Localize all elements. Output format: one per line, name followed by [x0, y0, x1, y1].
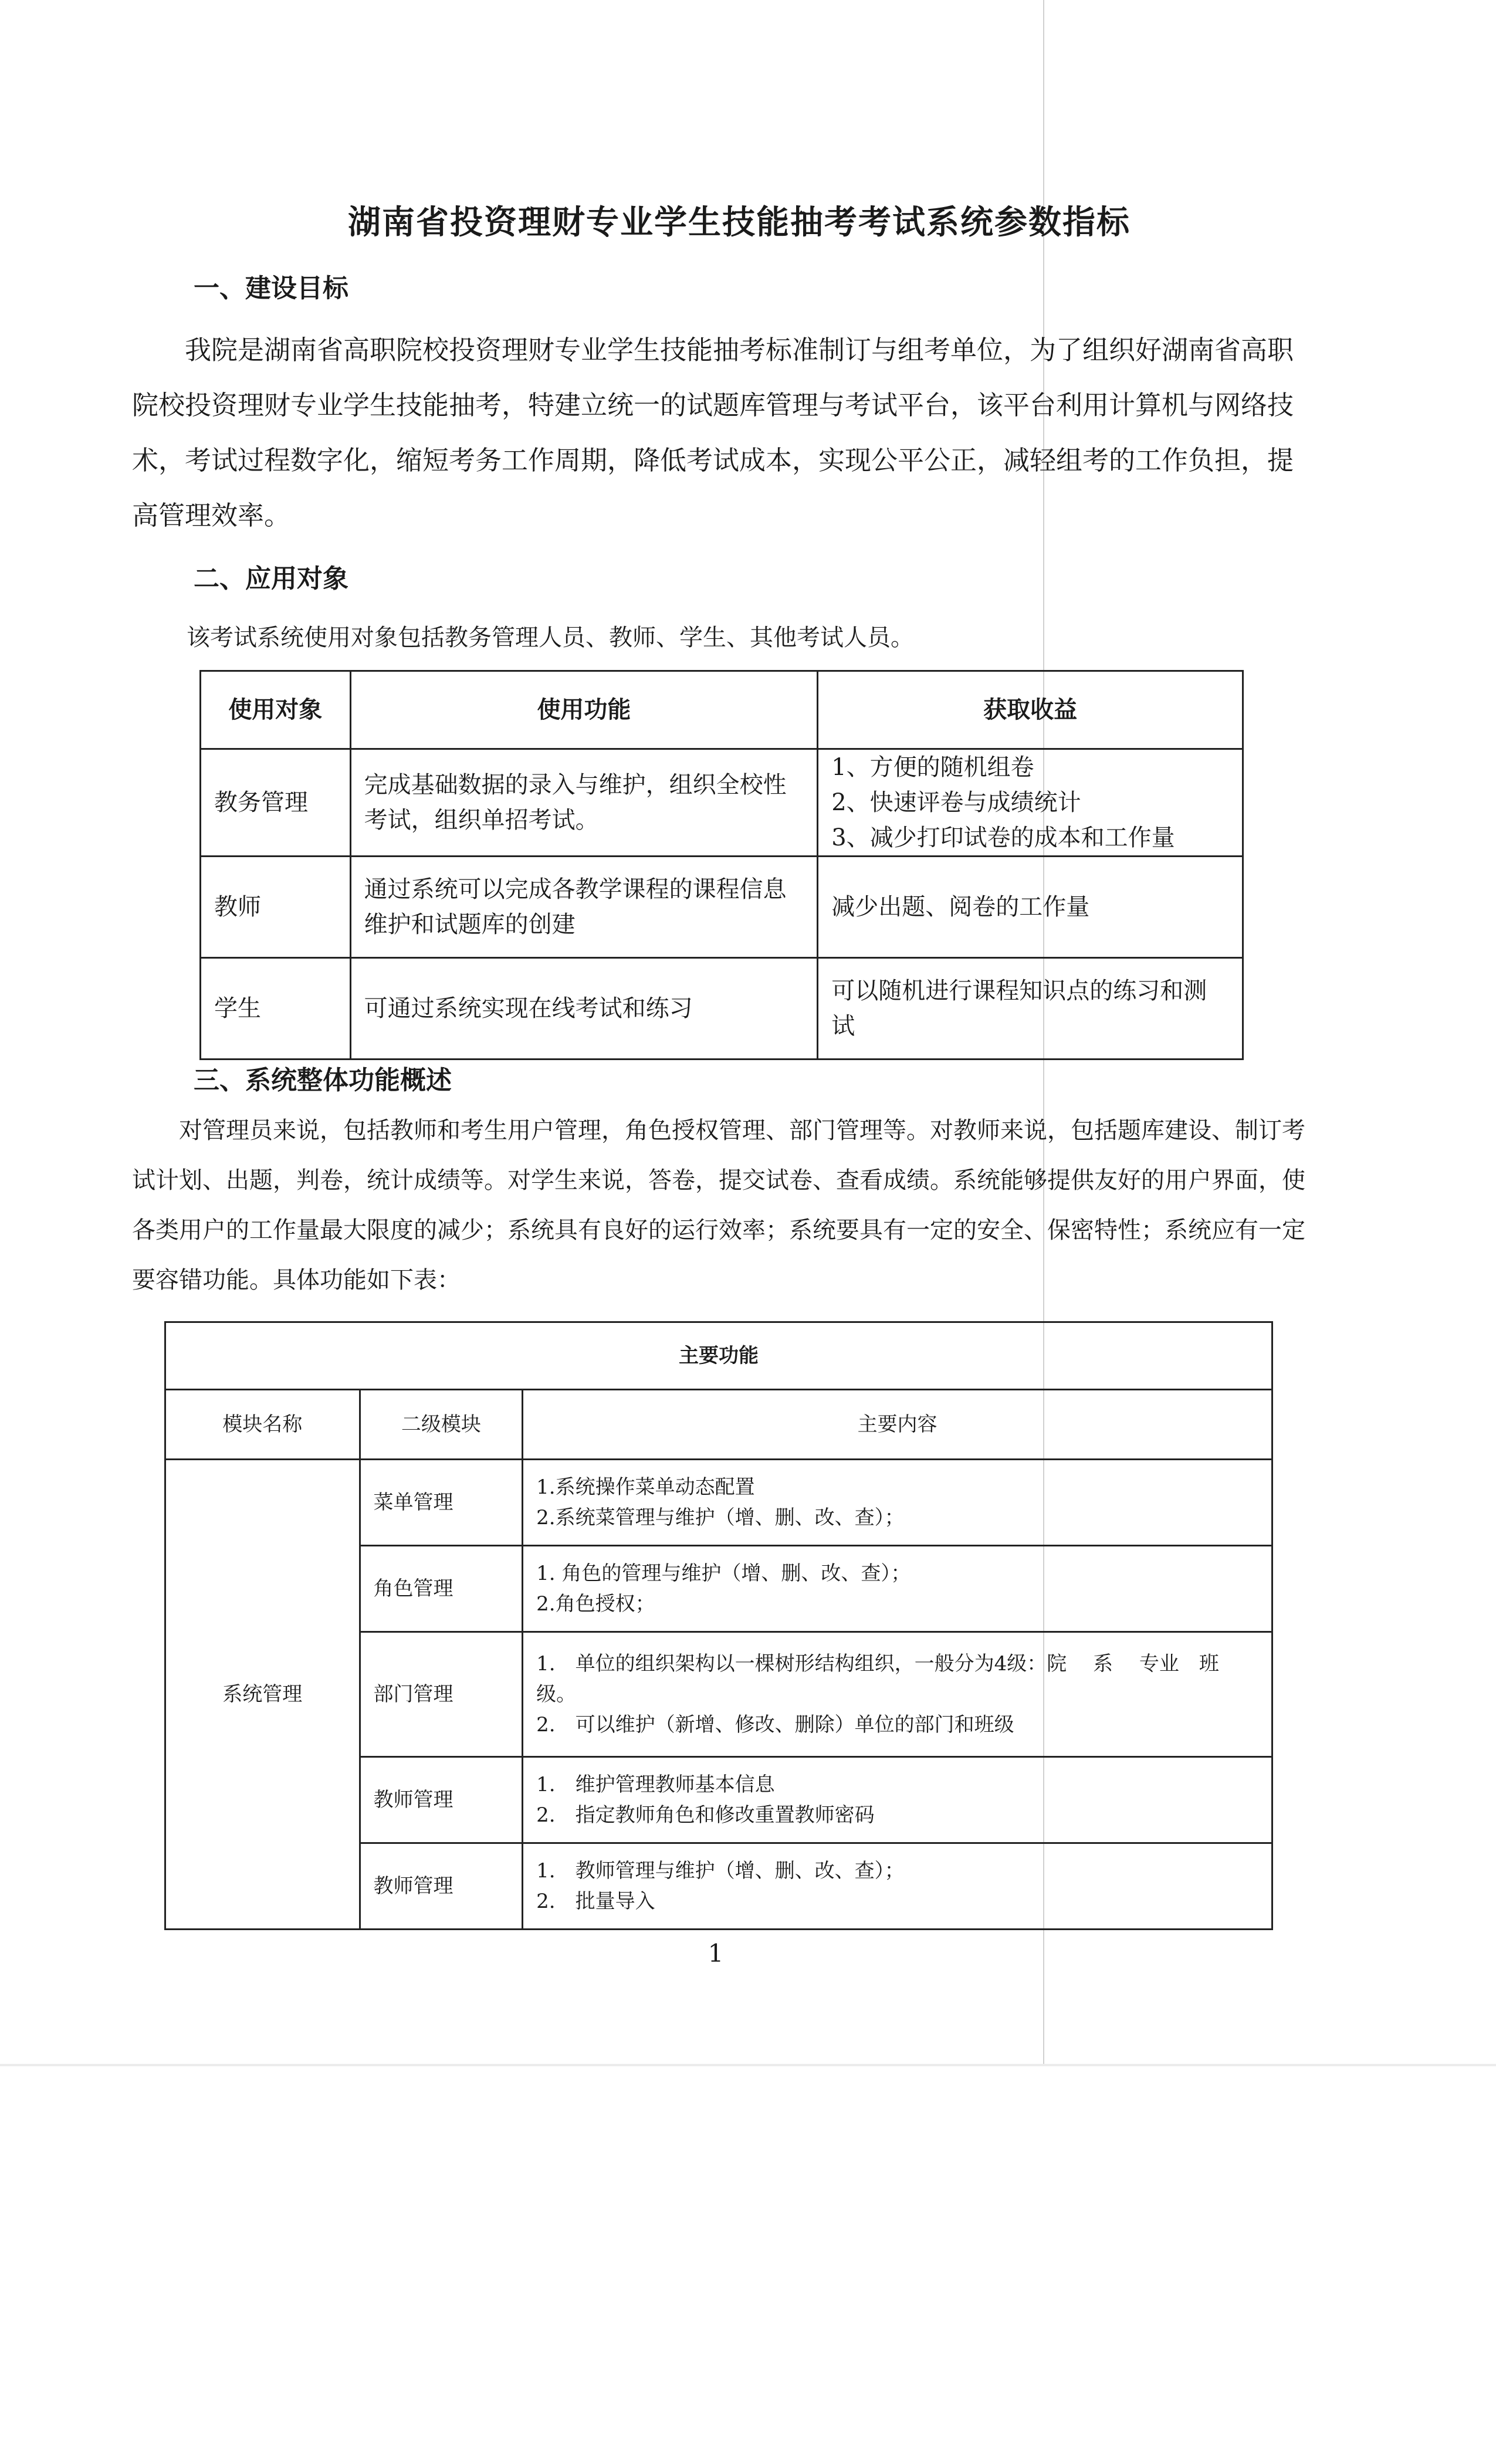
- content-item: 2. 批量导入: [536, 1890, 655, 1913]
- section-heading-users: 二、应用对象: [194, 564, 348, 594]
- section-body-goals: 我院是湖南省高职院校投资理财专业学生技能抽考标准制订与组考单位，为了组织好湖南省高职院校投资理财专业学生技能抽考，特建立统一的试题库管理与考试平台，该平台利用计算机与网络技术，考试过程数字化，缩短考务工作周期，降低考试成本，实现公平公正，减轻组考的工作负担，提高管理效率。: [132, 334, 1294, 531]
- object-cell: 教务管理: [201, 749, 351, 857]
- submodule-cell: 部门管理: [360, 1632, 523, 1757]
- function-cell: 通过系统可以完成各教学课程的课程信息维护和试题库的创建: [350, 857, 818, 958]
- section-heading-goals: 一、建设目标: [194, 273, 348, 303]
- table-row: [201, 958, 1243, 1060]
- section-heading-overview: 三、系统整体功能概述: [194, 1065, 452, 1095]
- content-cell: [523, 1843, 1272, 1930]
- benefit-item: 3、减少打印试卷的成本和工作量: [831, 824, 1175, 851]
- functions-table: [164, 1321, 1273, 1930]
- header-submodule: 二级模块: [360, 1390, 523, 1460]
- functions-table-caption: [165, 1322, 1272, 1390]
- document-title: 湖南省投资理财专业学生技能抽考考试系统参数指标: [348, 203, 1131, 242]
- header-object: 使用对象: [201, 671, 351, 749]
- header-function: 使用功能: [350, 671, 818, 749]
- submodule-cell: 角色管理: [360, 1546, 523, 1632]
- table-row: [201, 857, 1243, 958]
- submodule-cell: 菜单管理: [360, 1460, 523, 1546]
- functions-table-header: [165, 1390, 1272, 1460]
- function-cell: 可通过系统实现在线考试和练习: [350, 958, 818, 1060]
- table-row: [165, 1460, 1272, 1546]
- table-caption: 主要功能: [165, 1322, 1272, 1390]
- content-item: 2.系统菜管理与维护（增、删、改、查）；: [536, 1506, 905, 1529]
- module-cell: 系统管理: [165, 1460, 360, 1930]
- submodule-cell: 教师管理: [360, 1757, 523, 1843]
- content-cell: [523, 1632, 1272, 1757]
- content-cell: [523, 1757, 1272, 1843]
- content-item: 1. 教师管理与维护（增、删、改、查）；: [536, 1859, 905, 1883]
- content-cell: [523, 1546, 1272, 1632]
- content-item: 1. 角色的管理与维护（增、删、改、查）；: [536, 1562, 911, 1585]
- header-benefit: 获取收益: [818, 671, 1243, 749]
- benefit-cell: [818, 749, 1243, 857]
- function-cell: 完成基础数据的录入与维护，组织全校性考试，组织单招考试。: [350, 749, 818, 857]
- content-item: 1.系统操作菜单动态配置: [536, 1475, 755, 1499]
- content-item: 2.角色授权；: [536, 1592, 655, 1616]
- scan-page-edge: [0, 2064, 1496, 2066]
- content-item: 2. 指定教师角色和修改重置教师密码: [536, 1803, 875, 1827]
- object-cell: 学生: [201, 958, 351, 1060]
- content-cell: [523, 1460, 1272, 1546]
- content-item: 1. 维护管理教师基本信息: [536, 1773, 775, 1796]
- content-item: 2. 可以维护（新增、修改、删除）单位的部门和班级: [536, 1713, 1014, 1737]
- header-content: 主要内容: [523, 1390, 1272, 1460]
- benefit-cell: 减少出题、阅卷的工作量: [818, 857, 1243, 958]
- page-number: 1: [708, 1939, 724, 1968]
- object-cell: 教师: [201, 857, 351, 958]
- section-body-overview: 对管理员来说，包括教师和考生用户管理，角色授权管理、部门管理等。对教师来说，包括题库建设、制订考试计划、出题，判卷，统计成绩等。对学生来说，答卷，提交试卷、查看成绩。系统能够提供友好的用户界面，使各类用户的工作量最大限度的减少；系统具有良好的运行效率；系统要具有一定的安全、保密特性；系统应有一定要容错功能。具体功能如下表：: [132, 1117, 1305, 1294]
- benefit-item: 2、快速评卷与成绩统计: [831, 789, 1081, 816]
- submodule-cell: 教师管理: [360, 1843, 523, 1930]
- benefit-item: 1、方便的随机组卷: [831, 754, 1034, 781]
- users-table: [199, 670, 1244, 1060]
- header-module: 模块名称: [165, 1390, 360, 1460]
- benefit-cell: 可以随机进行课程知识点的练习和测试: [818, 958, 1243, 1060]
- content-item: 1. 单位的组织架构以一棵树形结构组织，一般分为4级：院 系 专业 班级。: [536, 1652, 1219, 1706]
- section-body-users: 该考试系统使用对象包括教务管理人员、教师、学生、其他考试人员。: [187, 624, 914, 651]
- table-row: [201, 749, 1243, 857]
- users-table-header: [201, 671, 1243, 749]
